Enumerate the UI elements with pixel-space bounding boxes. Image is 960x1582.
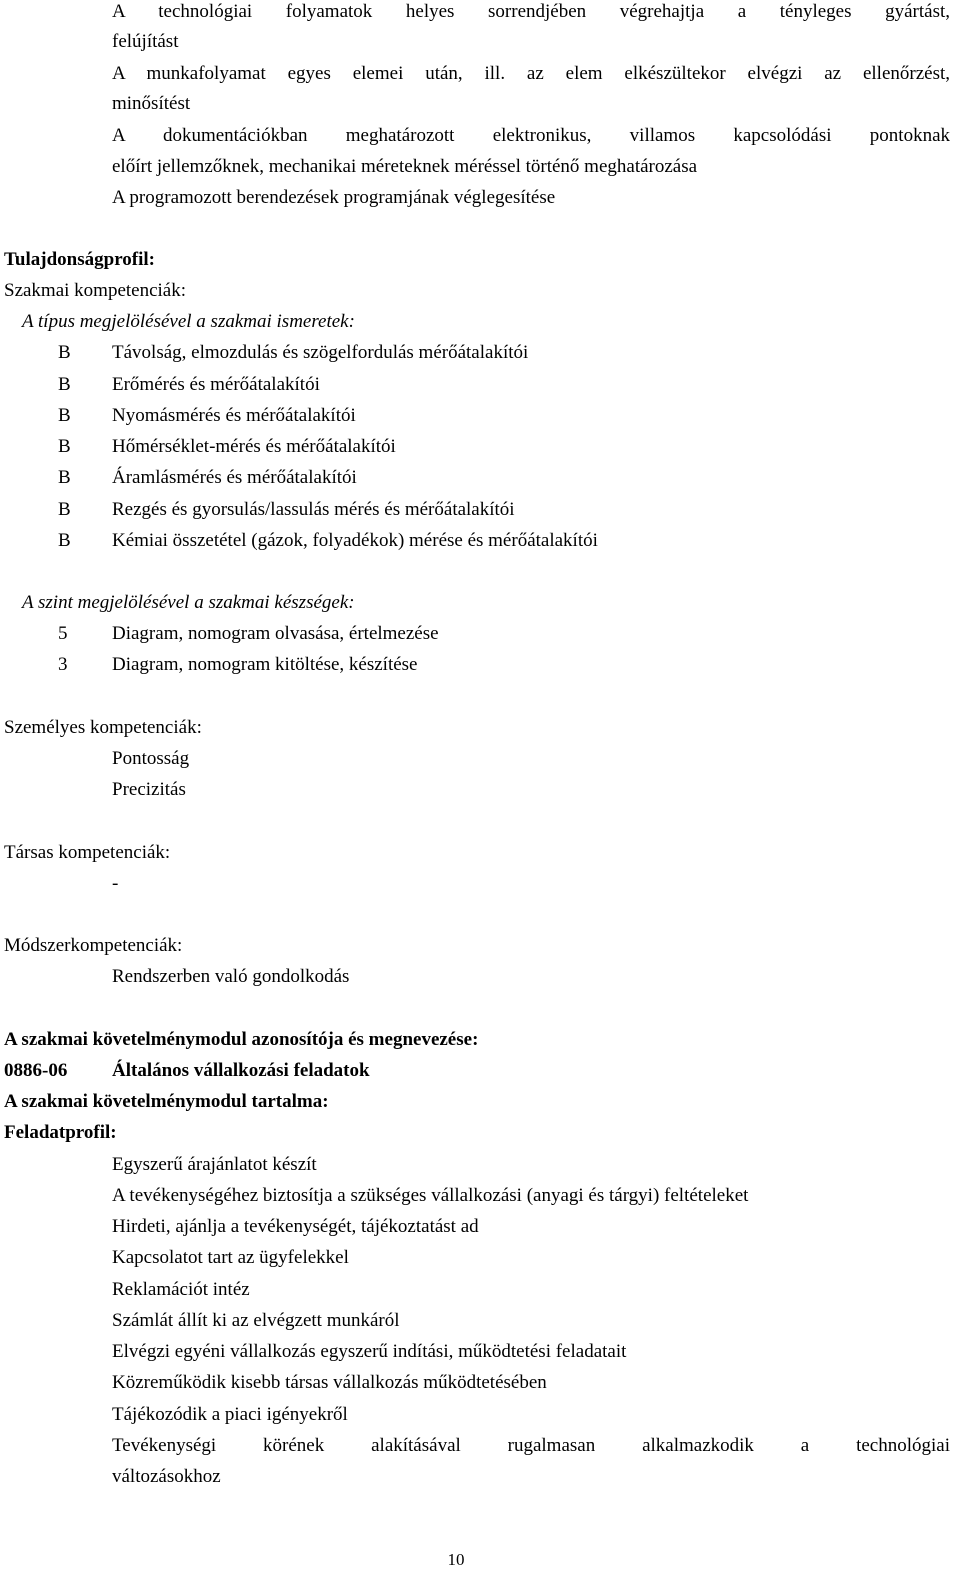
task-item: Kapcsolatot tart az ügyfelekkel: [112, 1247, 349, 1268]
tarsas-label: Társas kompetenciák:: [4, 842, 171, 863]
top-item-line: előírt jellemzőknek, mechanikai méreteknek méréssel történő meghatározása: [112, 156, 698, 177]
skill-level: 3: [58, 654, 68, 675]
knowledge-type: B: [58, 530, 71, 551]
feladat-heading: Feladatprofil:: [4, 1122, 117, 1143]
tarsas-item: -: [112, 873, 119, 894]
modszer-item: Rendszerben való gondolkodás: [112, 966, 350, 987]
knowledge-text: Nyomásmérés és mérőátalakítói: [112, 405, 356, 426]
module-content-heading: A szakmai követelménymodul tartalma:: [4, 1091, 329, 1112]
knowledge-type: B: [58, 405, 71, 426]
task-item: Reklamációt intéz: [112, 1279, 250, 1300]
top-item-line: A technológiai folyamatok helyes sorrendjében végrehajtja a tényleges gyártást,: [112, 1, 950, 22]
module-name: Általános vállalkozási feladatok: [112, 1060, 370, 1081]
top-item-line: A programozott berendezések programjának véglegesítése: [112, 187, 556, 208]
knowledge-text: Áramlásmérés és mérőátalakítói: [112, 467, 357, 488]
szint-label: A szint megjelölésével a szakmai készségek:: [22, 592, 355, 613]
knowledge-type: B: [58, 374, 71, 395]
szemelyes-label: Személyes kompetenciák:: [4, 717, 202, 738]
task-item: A tevékenységéhez biztosítja a szükséges vállalkozási (anyagi és tárgyi) feltételeket: [112, 1185, 749, 1206]
task-item: Számlát állít ki az elvégzett munkáról: [112, 1310, 400, 1331]
skill-text: Diagram, nomogram kitöltése, készítése: [112, 654, 418, 675]
szemelyes-item: Pontosság: [112, 748, 190, 769]
knowledge-type: B: [58, 467, 71, 488]
task-item: Hirdeti, ajánlja a tevékenységét, tájékoztatást ad: [112, 1216, 479, 1237]
task-item: változásokhoz: [112, 1466, 221, 1487]
knowledge-text: Kémiai összetétel (gázok, folyadékok) mérése és mérőátalakítói: [112, 530, 598, 551]
skill-text: Diagram, nomogram olvasása, értelmezése: [112, 623, 439, 644]
task-item: Közreműködik kisebb társas vállalkozás működtetésében: [112, 1372, 547, 1393]
top-item-line: A munkafolyamat egyes elemei után, ill. az elem elkészültekor elvégzi az ellenőrzést,: [112, 63, 950, 84]
top-item-line: minősítést: [112, 93, 191, 114]
knowledge-text: Hőmérséklet-mérés és mérőátalakítói: [112, 436, 396, 457]
knowledge-text: Távolság, elmozdulás és szögelfordulás mérőátalakítói: [112, 342, 529, 363]
knowledge-type: B: [58, 342, 71, 363]
module-code: 0886-06: [4, 1060, 68, 1081]
knowledge-text: Rezgés és gyorsulás/lassulás mérés és mérőátalakítói: [112, 499, 515, 520]
task-item: Egyszerű árajánlatot készít: [112, 1154, 317, 1175]
top-item-line: felújítást: [112, 31, 179, 52]
top-item-line: A dokumentációkban meghatározott elektronikus, villamos kapcsolódási pontoknak: [112, 125, 950, 146]
task-item: Tájékozódik a piaci igényekről: [112, 1404, 348, 1425]
task-item: Elvégzi egyéni vállalkozás egyszerű indítási, működtetési feladatait: [112, 1341, 627, 1362]
tipus-label: A típus megjelölésével a szakmai ismeretek:: [22, 311, 355, 332]
page-number: 10: [447, 1550, 465, 1569]
knowledge-text: Erőmérés és mérőátalakítói: [112, 374, 320, 395]
knowledge-type: B: [58, 436, 71, 457]
szakmai-label: Szakmai kompetenciák:: [4, 280, 187, 301]
szemelyes-item: Precizitás: [112, 779, 186, 800]
profile-heading: Tulajdonságprofil:: [4, 249, 155, 270]
skill-level: 5: [58, 623, 68, 644]
module-id-heading: A szakmai követelménymodul azonosítója és megnevezése:: [4, 1029, 479, 1050]
knowledge-type: B: [58, 499, 71, 520]
modszer-label: Módszerkompetenciák:: [4, 935, 183, 956]
task-item: Tevékenységi körének alakításával rugalmasan alkalmazkodik a technológiai: [112, 1435, 950, 1456]
